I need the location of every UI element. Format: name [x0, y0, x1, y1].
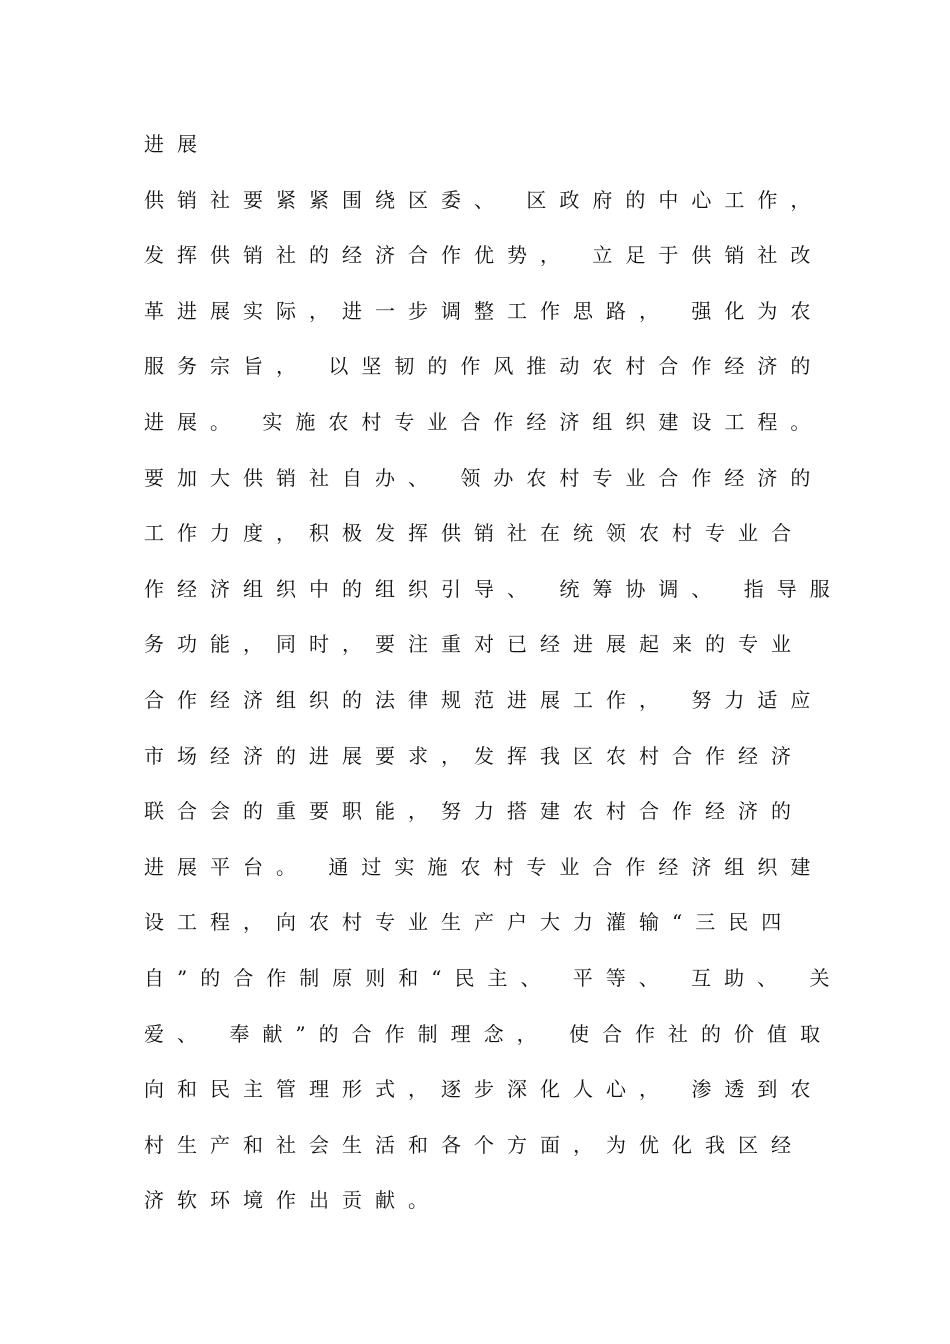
- text-line: 爱、 奉献”的合作制理念， 使合作社的价值取: [144, 1021, 833, 1046]
- text-line: 自”的合作制原则和“民主、 平等、 互助、 关: [144, 965, 843, 990]
- text-line: 设工程，向农村专业生产户大力灌输“三民四: [144, 910, 795, 935]
- text-line: 发挥供销社的经济合作优势， 立足于供销社改: [144, 243, 824, 268]
- text-line: 进展。 实施农村专业合作经济组织建设工程。: [144, 409, 824, 434]
- text-line: 进展: [144, 132, 210, 156]
- text-line: 联合会的重要职能，努力搭建农村合作经济的: [144, 799, 804, 824]
- text-line: 工作力度，积极发挥供销社在统领农村专业合: [144, 521, 804, 546]
- text-line: 要加大供销社自办、 领办农村专业合作经济的: [144, 465, 824, 490]
- text-line: 作经济组织中的组织引导、 统筹协调、 指导服: [144, 576, 843, 601]
- text-line: 务功能，同时，要注重对已经进展起来的专业: [144, 632, 804, 657]
- text-line: 供销社要紧紧围绕区委、 区政府的中心工作，: [144, 187, 824, 212]
- text-line: 合作经济组织的法律规范进展工作， 努力适应: [144, 687, 824, 712]
- body-text: [144, 117, 843, 1229]
- text-line: 革进展实际，进一步调整工作思路， 强化为农: [144, 298, 824, 323]
- text-line: 济软环境作出贡献。: [144, 1188, 441, 1213]
- text-line: 进展平台。 通过实施农村专业合作经济组织建: [144, 854, 824, 879]
- text-line: 村生产和社会生活和各个方面，为优化我区经: [144, 1132, 804, 1157]
- text-line: 向和民主管理形式，逐步深化人心， 渗透到农: [144, 1077, 824, 1102]
- text-line: 服务宗旨， 以坚韧的作风推动农村合作经济的: [144, 354, 824, 379]
- text-line: 市场经济的进展要求，发挥我区农村合作经济: [144, 743, 804, 768]
